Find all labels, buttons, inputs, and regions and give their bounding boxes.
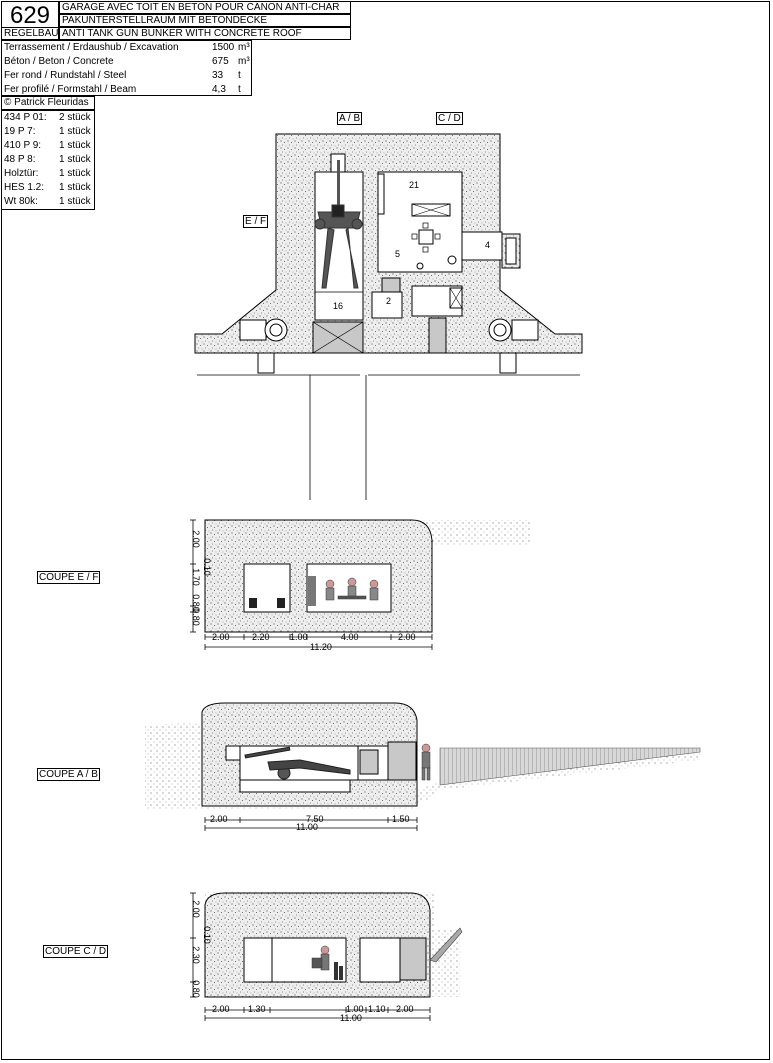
dim-ef-5: 2.00 [398,632,416,642]
title-english: ANTI TANK GUN BUNKER WITH CONCRETE ROOF [59,27,351,40]
barbed-wire [197,375,580,500]
title-french: GARAGE AVEC TOIT EN BETON POUR CANON ANTI-CHAR [59,1,351,14]
material-label: Béton / Beton / Concrete [4,56,114,67]
marker-ef-plan: E / F [245,216,267,227]
material-unit: m³ [238,42,250,53]
dim-ef-v4: 0.80 [190,594,201,612]
dim-cd-v2: 0.10 [201,926,212,944]
marker-cd-plan: C / D [438,113,461,124]
part-label: Wt 80k: [4,196,38,207]
dim-ef-v3: 0.10 [201,558,212,576]
dim-ef-4: 4.00 [341,632,359,642]
section-cd-view [205,892,462,997]
part-value: 1 stück [59,196,91,207]
part-label: 48 P 8: [4,154,36,165]
material-unit: m³ [238,56,250,67]
dim-ef-v2: 1.70 [190,568,201,586]
part-value: 1 stück [59,140,91,151]
part-label: 19 P 7: [4,126,36,137]
drawing-number: 629 [1,1,59,28]
room-number-2: 2 [386,296,392,306]
room-number-21: 21 [409,180,420,190]
material-value: 1500 [212,42,235,53]
part-value: 2 stück [59,112,91,123]
dim-ef-v5: 0.80 [190,608,201,626]
dim-cd-v4: 0.80 [190,980,201,998]
dim-cd-v3: 2.30 [190,946,201,964]
dim-cd-1: 2.00 [212,1004,230,1014]
part-label: HES 1.2: [4,182,45,193]
dim-ef-1: 2.00 [212,632,230,642]
dim-ef-v1: 2.00 [190,530,201,548]
type-label: REGELBAU [1,27,59,40]
camouflage-fence [440,748,700,785]
marker-ab-plan: A / B [339,113,361,124]
material-label: Terrassement / Erdaushub / Excavation [4,42,179,53]
material-label: Fer rond / Rundstahl / Steel [4,70,127,81]
dim-ef-2: 2.20 [252,632,270,642]
part-label: 410 P 9: [4,140,42,151]
copyright: © Patrick Fleuridas [1,96,95,110]
dim-ab-total: 11.00 [296,822,318,832]
material-value: 4,3 [212,84,226,95]
title-german: PAKUNTERSTELLRAUM MIT BETONDECKE [59,14,351,27]
section-ab-view [145,703,700,810]
dim-ef-total: 11.20 [310,642,332,652]
part-value: 1 stück [59,126,91,137]
dim-cd-4: 1.10 [368,1004,386,1014]
material-unit: t [238,70,241,81]
soldier-figure-ab [422,744,430,780]
material-value: 675 [212,56,229,67]
room-number-16: 16 [333,301,344,311]
dim-cd-total: 11.00 [340,1013,362,1023]
dim-cd-2: 1.30 [248,1004,266,1014]
room-4 [462,232,502,260]
dim-ab-2: 7.50 [306,814,324,824]
dim-cd-3: 1.00 [346,1004,364,1014]
dim-cd-v1: 2.00 [190,900,201,918]
room-number-4: 4 [485,240,491,250]
material-unit: t [238,84,241,95]
dim-ab-1: 2.00 [210,814,228,824]
material-value: 33 [212,70,224,81]
dim-cd-5: 2.00 [396,1004,414,1014]
part-value: 1 stück [59,182,91,193]
room-number-5: 5 [395,249,401,259]
section-ab-label: COUPE A / B [39,769,98,780]
material-label: Fer profilé / Formstahl / Beam [4,84,137,95]
part-value: 1 stück [59,154,91,165]
dim-ab-3: 1.50 [392,814,410,824]
plan-view [195,134,582,500]
dim-ef-3: 1.00 [290,632,308,642]
part-label: 434 P 01: [4,112,47,123]
section-ef-label: COUPE E / F [39,572,99,583]
part-label: Holztür: [4,168,39,179]
section-cd-label: COUPE C / D [45,946,107,957]
part-value: 1 stück [59,168,91,179]
